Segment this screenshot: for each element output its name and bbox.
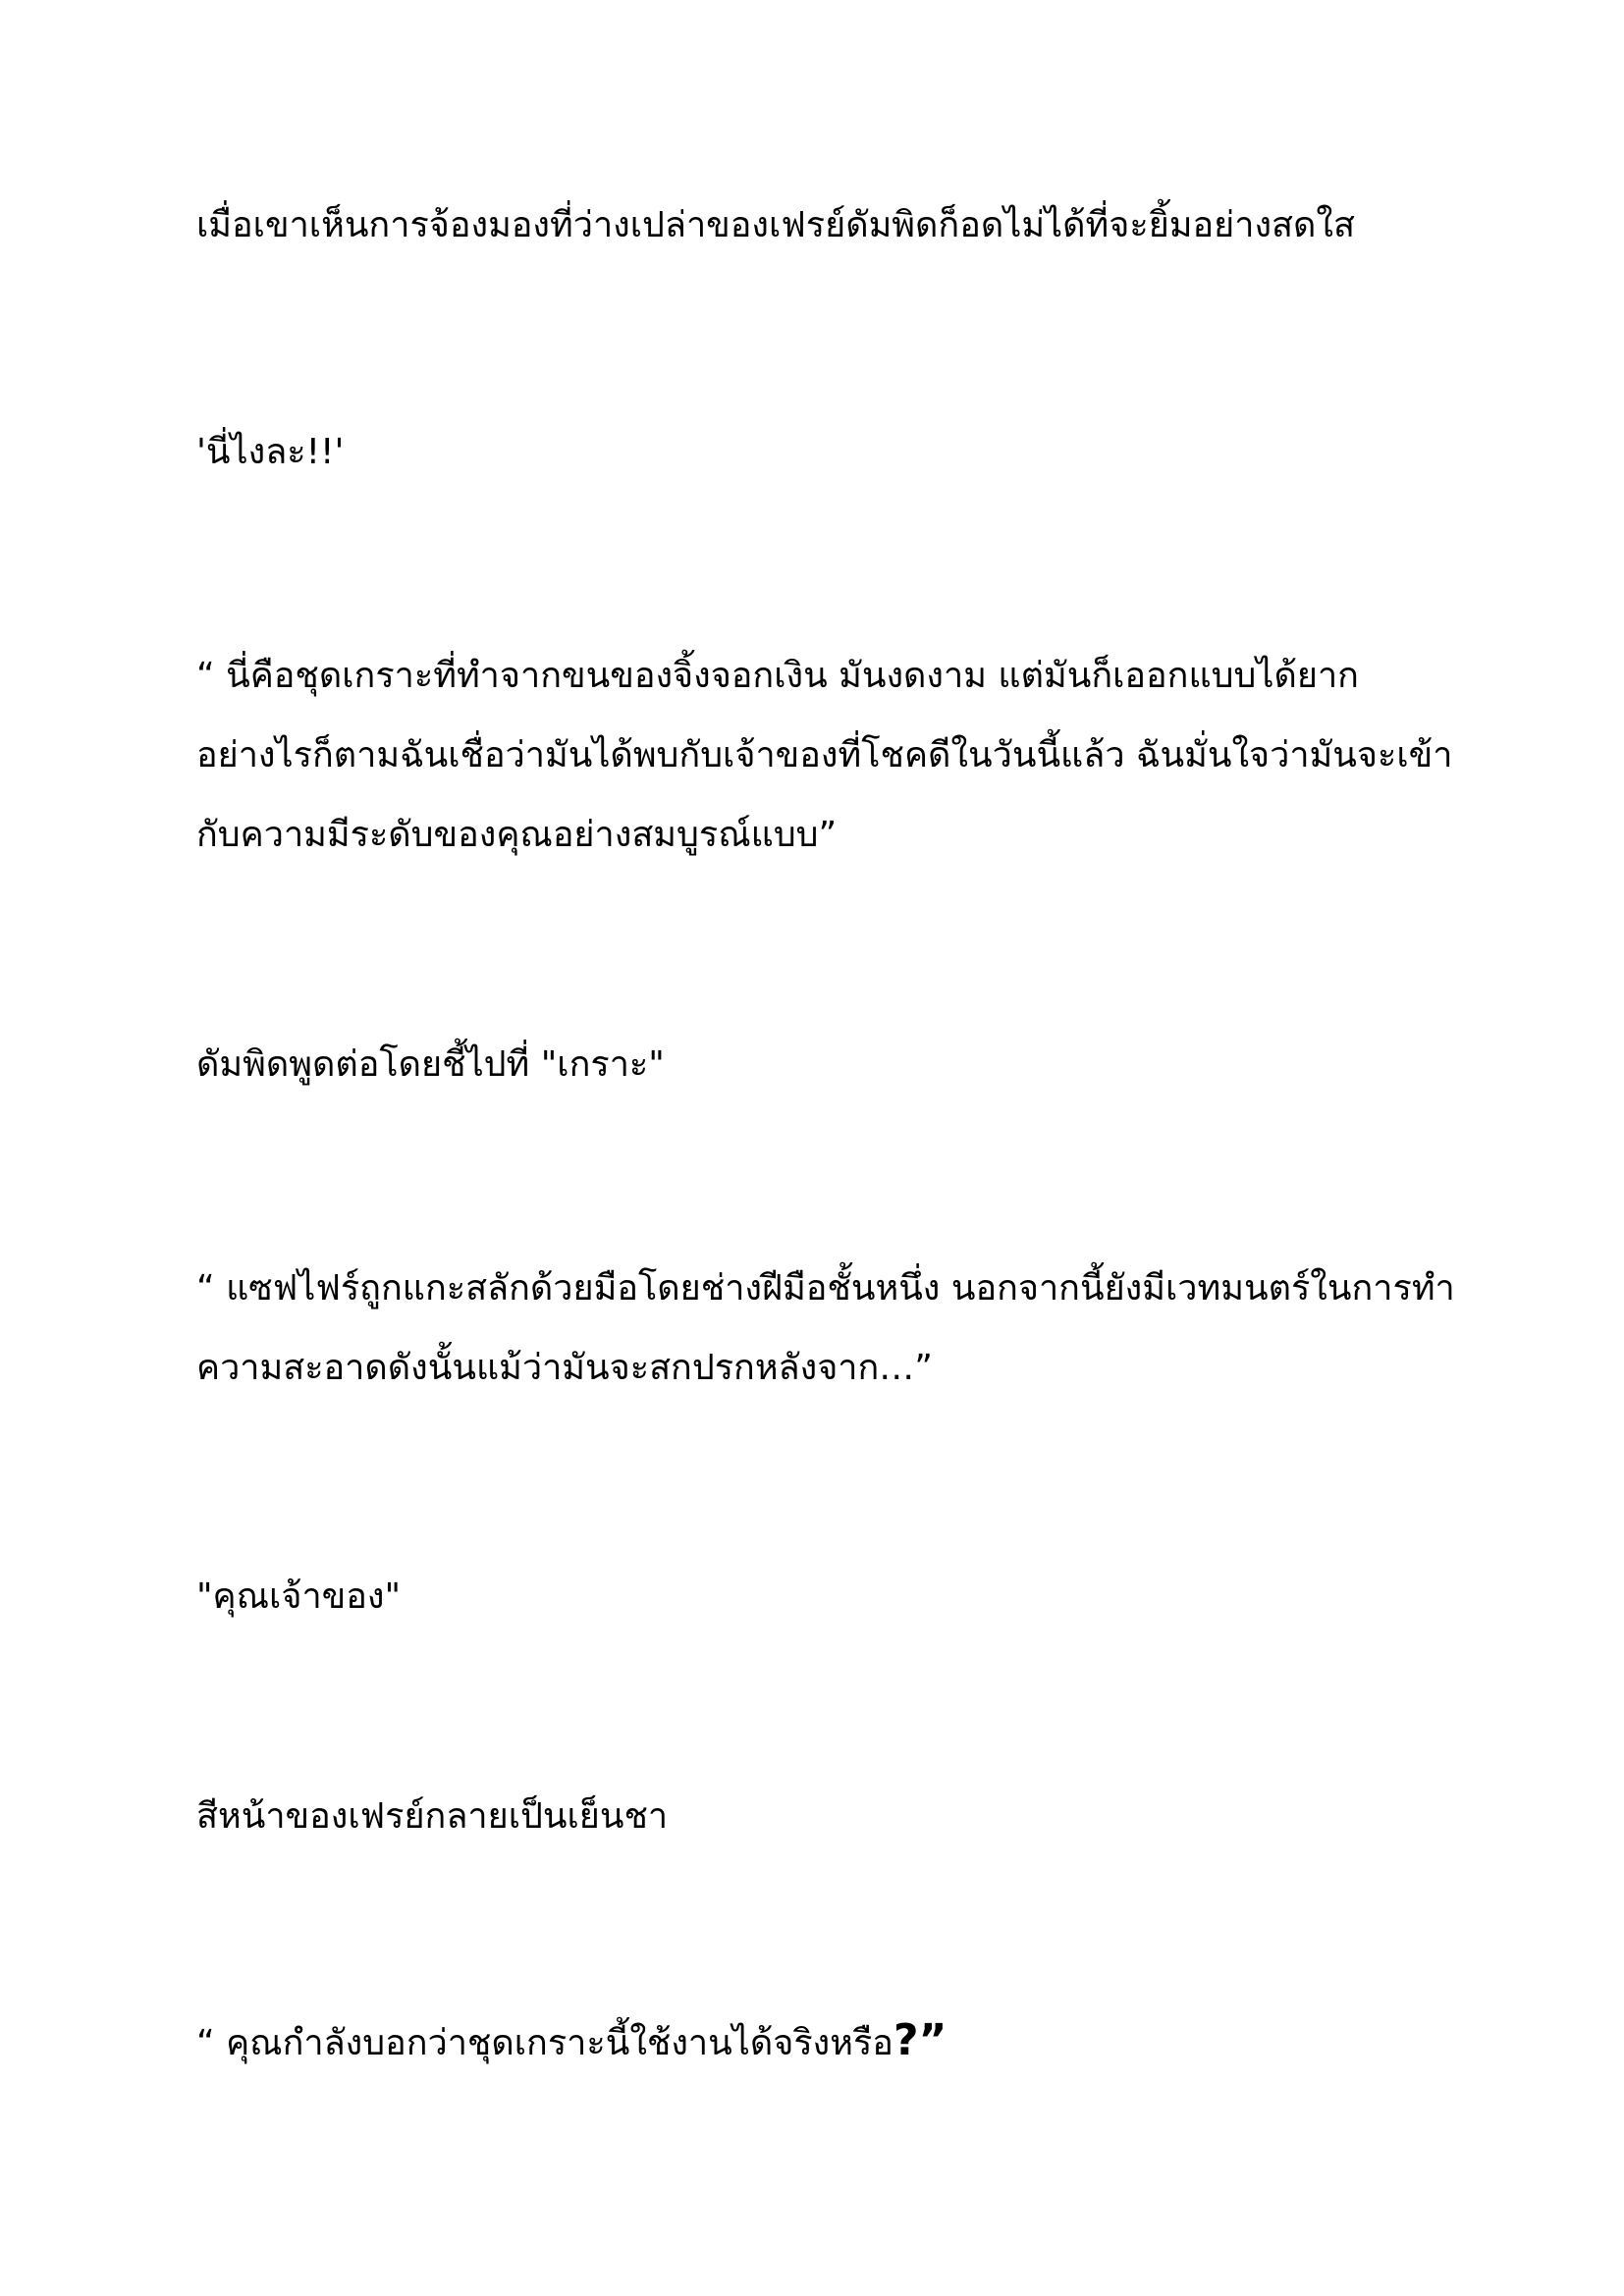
paragraph-4 [196, 1044, 665, 1085]
paragraph-3-line-3: กับความมีระดับของคุณอย่างสมบูรณ์แบบ” [196, 815, 838, 855]
paragraph-7-line-1: สีหน้าของเฟรย์กลายเป็นเย็นชา [196, 1796, 669, 1837]
paragraph-3 [196, 656, 1453, 855]
paragraph-1-line-1: เมื่อเขาเห็นการจ้องมองที่ว่างเปล่าของเฟรย์ดัมพิดก็อดไม่ได้ที่จะยิ้มอย่างสดใส [196, 205, 1355, 245]
paragraph-8 [196, 2015, 947, 2065]
paragraph-6-line-1: "คุณเจ้าของ" [196, 1576, 402, 1617]
paragraph-4-line-1: ดัมพิดพูดต่อโดยชี้ไปที่ "เกราะ" [196, 1044, 665, 1085]
paragraph-2-line-1: 'นี่ไงละ!!' [196, 432, 345, 472]
paragraph-2 [196, 432, 345, 472]
paragraph-8-closing-mark: ?” [893, 2015, 947, 2065]
paragraph-1 [196, 205, 1355, 245]
paragraph-8-line-1 [196, 2015, 947, 2065]
paragraph-8-text: “ คุณกำลังบอกว่าชุดเกราะนี้ใช้งานได้จริงหรือ [196, 2023, 893, 2063]
paragraph-7 [196, 1796, 669, 1837]
paragraph-5-line-1: “ แซฟไฟร์ถูกแกะสลักด้วยมือโดยช่างฝีมือชั้นหนึ่ง นอกจากนี้ยังมีเวทมนตร์ในการทำ [196, 1268, 1455, 1308]
paragraph-6 [196, 1576, 402, 1617]
paragraph-5 [196, 1268, 1455, 1388]
paragraph-5-line-2: ความสะอาดดังนั้นแม้ว่ามันจะสกปรกหลังจาก…” [196, 1348, 933, 1388]
paragraph-3-line-1: “ นี่คือชุดเกราะที่ทำจากขนของจิ้งจอกเงิน มันงดงาม แต่มันก็เออกแบบได้ยาก [196, 656, 1359, 696]
paragraph-3-line-2: อย่างไรก็ตามฉันเชื่อว่ามันได้พบกับเจ้าของที่โชคดีในวันนี้แล้ว ฉันมั่นใจว่ามันจะเข้า [196, 735, 1453, 775]
